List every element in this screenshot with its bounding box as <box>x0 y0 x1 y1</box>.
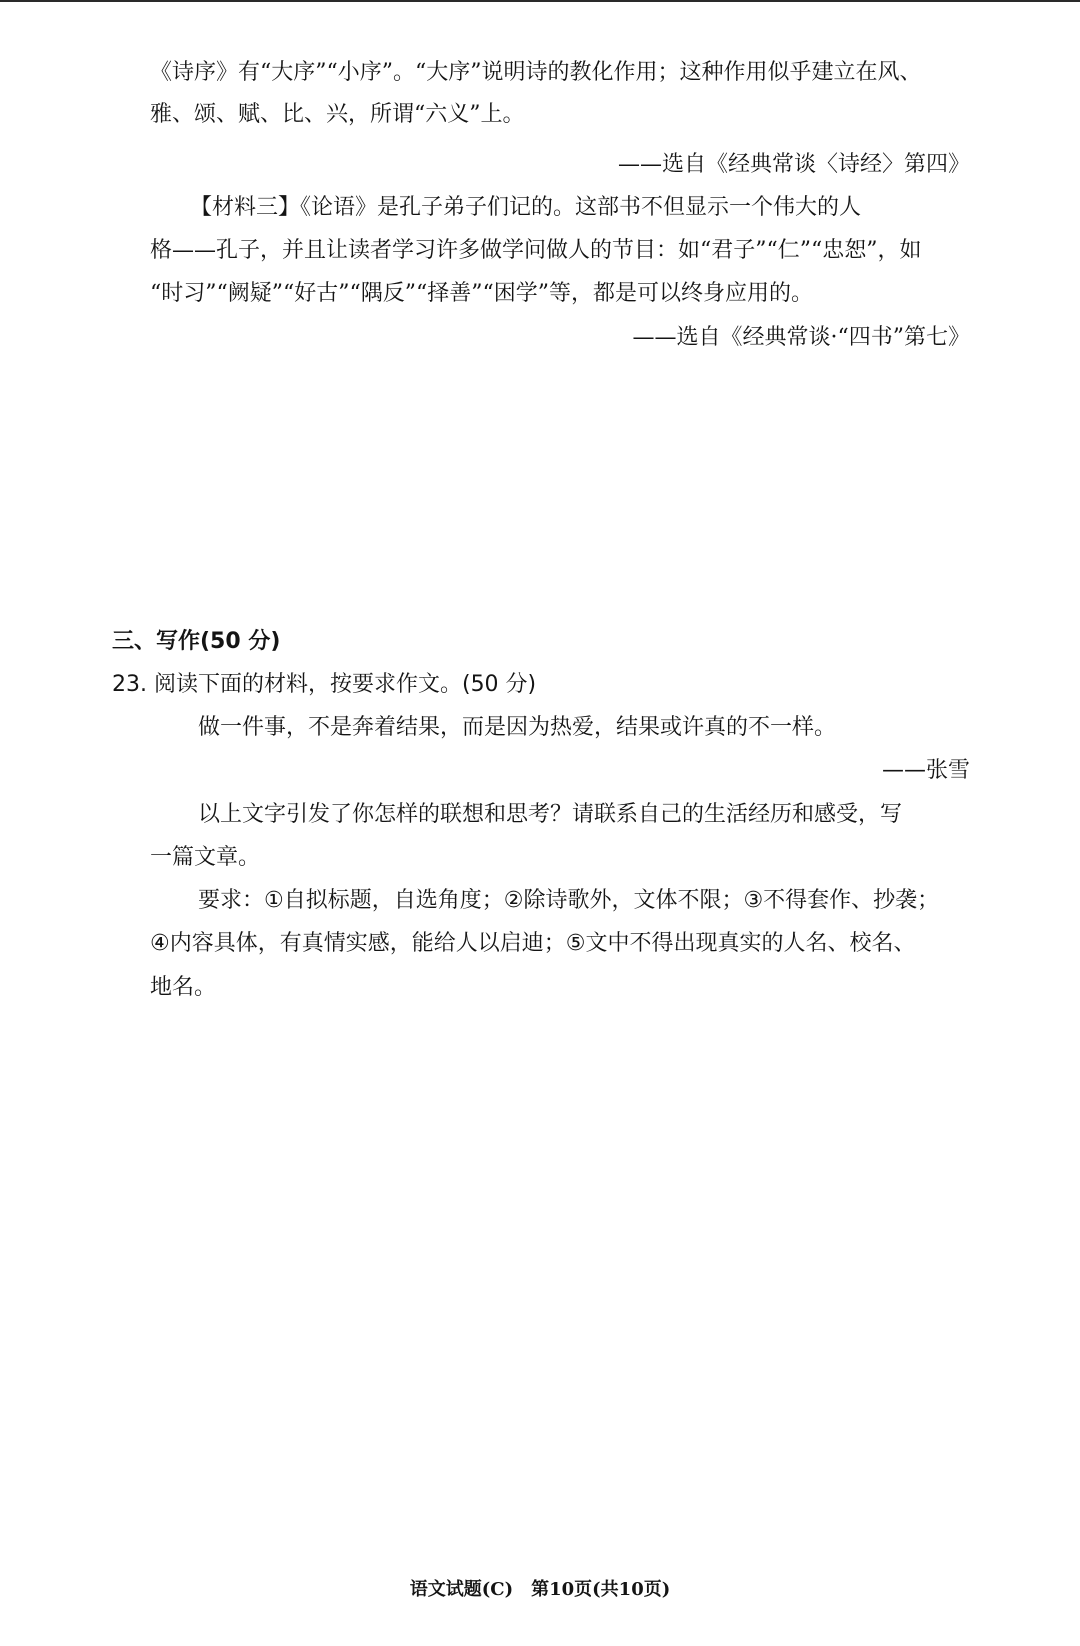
material-2-line-2: 雅、颂、赋、比、兴，所谓“六义”上。 <box>150 102 525 127</box>
section-title: 三、写作(50 分) <box>112 629 281 654</box>
question-23: 23. 阅读下面的材料，按要求作文。(50 分) <box>112 672 537 697</box>
material-2-line-1: 《诗序》有“大序”“小序”。“大序”说明诗的教化作用；这种作用似乎建立在风、 <box>150 60 922 85</box>
requirements-line-2: ④内容具体，有真情实感，能给人以启迪；⑤文中不得出现真实的人名、校名、 <box>150 931 916 956</box>
material-3-line-3: “时习”“阙疑”“好古”“隅反”“择善”“困学”等，都是可以终身应用的。 <box>150 281 813 306</box>
material-2-source: ——选自《经典常谈〈诗经〉第四》 <box>617 152 970 177</box>
requirements-line-1: 要求：①自拟标题，自选角度；②除诗歌外，文体不限；③不得套作、抄袭； <box>198 888 940 913</box>
material-3-line-1: 【材料三】《论语》是孔子弟子们记的。这部书不但显示一个伟大的人 <box>190 195 862 220</box>
top-border-line <box>0 0 1080 2</box>
quote-author: ——张雪 <box>881 758 970 783</box>
material-3-source: ——选自《经典常谈·“四书”第七》 <box>632 325 970 350</box>
page-footer: 语文试题(C) 第10页(共10页) <box>409 1579 671 1600</box>
material-3-line-2: 格——孔子，并且让读者学习许多做学问做人的节目：如“君子”“仁”“忠恕”，如 <box>150 238 922 263</box>
requirements-line-3: 地名。 <box>150 975 217 1000</box>
prompt-line-1: 以上文字引发了你怎样的联想和思考？请联系自己的生活经历和感受，写 <box>198 802 903 827</box>
prompt-line-2: 一篇文章。 <box>150 845 261 870</box>
essay-quote: 做一件事，不是奔着结果，而是因为热爱，结果或许真的不一样。 <box>198 715 837 740</box>
